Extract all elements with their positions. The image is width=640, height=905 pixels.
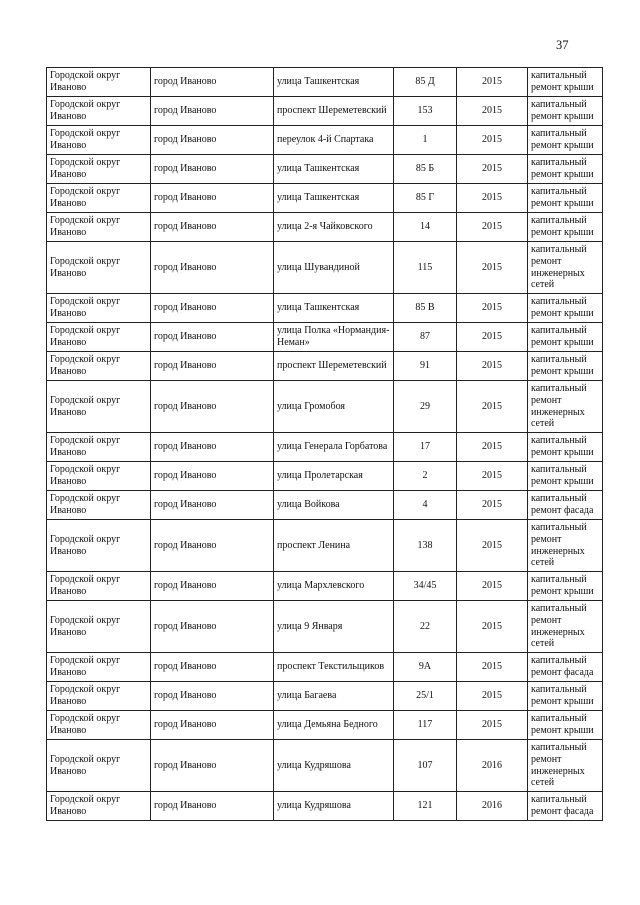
city-cell: город Иваново (151, 242, 274, 294)
city-cell: город Иваново (151, 97, 274, 126)
table-row (47, 97, 603, 126)
street-cell: улица Ташкентская (274, 68, 394, 97)
table-row (47, 682, 603, 711)
year-cell: 2015 (457, 491, 528, 520)
city-cell: город Иваново (151, 792, 274, 821)
house-number-cell: 107 (394, 740, 457, 792)
house-number-cell: 85 Д (394, 68, 457, 97)
year-cell: 2015 (457, 433, 528, 462)
table-row (47, 155, 603, 184)
table-row (47, 242, 603, 294)
year-cell: 2016 (457, 740, 528, 792)
street-cell: проспект Текстильщиков (274, 653, 394, 682)
work-type-cell: капитальный ремонт крыши (528, 155, 603, 184)
city-cell: город Иваново (151, 653, 274, 682)
street-cell: улица Ташкентская (274, 294, 394, 323)
table-row (47, 792, 603, 821)
house-number-cell: 115 (394, 242, 457, 294)
street-cell: улица Мархлевского (274, 572, 394, 601)
work-type-cell: капитальный ремонт крыши (528, 682, 603, 711)
house-number-cell: 2 (394, 462, 457, 491)
table-row (47, 491, 603, 520)
house-number-cell: 4 (394, 491, 457, 520)
city-cell: город Иваново (151, 352, 274, 381)
year-cell: 2015 (457, 462, 528, 491)
house-number-cell: 85 В (394, 294, 457, 323)
table-row (47, 323, 603, 352)
work-type-cell: капитальный ремонт крыши (528, 126, 603, 155)
work-type-cell: капитальный ремонт крыши (528, 352, 603, 381)
street-cell: улица 9 Января (274, 601, 394, 653)
work-type-cell: капитальный ремонт фасада (528, 491, 603, 520)
street-cell: улица Демьяна Бедного (274, 711, 394, 740)
house-number-cell: 1 (394, 126, 457, 155)
table-row (47, 572, 603, 601)
district-cell: Городской округ Иваново (47, 352, 151, 381)
table-row (47, 184, 603, 213)
work-type-cell: капитальный ремонт крыши (528, 184, 603, 213)
city-cell: город Иваново (151, 462, 274, 491)
district-cell: Городской округ Иваново (47, 126, 151, 155)
city-cell: город Иваново (151, 682, 274, 711)
city-cell: город Иваново (151, 68, 274, 97)
work-type-cell: капитальный ремонт инженерных сетей (528, 381, 603, 433)
repair-registry-table (46, 67, 603, 821)
district-cell: Городской округ Иваново (47, 381, 151, 433)
work-type-cell: капитальный ремонт фасада (528, 653, 603, 682)
street-cell: улица Ташкентская (274, 155, 394, 184)
house-number-cell: 85 Г (394, 184, 457, 213)
table-row (47, 462, 603, 491)
table-row (47, 213, 603, 242)
table-row (47, 520, 603, 572)
district-cell: Городской округ Иваново (47, 184, 151, 213)
house-number-cell: 29 (394, 381, 457, 433)
work-type-cell: капитальный ремонт инженерных сетей (528, 601, 603, 653)
street-cell: проспект Шереметевский (274, 352, 394, 381)
table-row (47, 740, 603, 792)
work-type-cell: капитальный ремонт фасада (528, 792, 603, 821)
year-cell: 2016 (457, 792, 528, 821)
street-cell: улица Шувандиной (274, 242, 394, 294)
table-row (47, 601, 603, 653)
house-number-cell: 34/45 (394, 572, 457, 601)
work-type-cell: капитальный ремонт крыши (528, 433, 603, 462)
table-row (47, 653, 603, 682)
street-cell: улица Полка «Нормандия-Неман» (274, 323, 394, 352)
city-cell: город Иваново (151, 711, 274, 740)
city-cell: город Иваново (151, 433, 274, 462)
table-row (47, 433, 603, 462)
city-cell: город Иваново (151, 491, 274, 520)
street-cell: улица Кудряшова (274, 792, 394, 821)
street-cell: улица Ташкентская (274, 184, 394, 213)
district-cell: Городской округ Иваново (47, 462, 151, 491)
house-number-cell: 17 (394, 433, 457, 462)
table-row (47, 126, 603, 155)
district-cell: Городской округ Иваново (47, 294, 151, 323)
street-cell: улица Пролетарская (274, 462, 394, 491)
house-number-cell: 138 (394, 520, 457, 572)
city-cell: город Иваново (151, 520, 274, 572)
district-cell: Городской округ Иваново (47, 97, 151, 126)
work-type-cell: капитальный ремонт крыши (528, 462, 603, 491)
work-type-cell: капитальный ремонт крыши (528, 323, 603, 352)
year-cell: 2015 (457, 68, 528, 97)
year-cell: 2015 (457, 184, 528, 213)
city-cell: город Иваново (151, 213, 274, 242)
year-cell: 2015 (457, 352, 528, 381)
year-cell: 2015 (457, 601, 528, 653)
district-cell: Городской округ Иваново (47, 682, 151, 711)
table-row (47, 711, 603, 740)
street-cell: проспект Шереметевский (274, 97, 394, 126)
year-cell: 2015 (457, 381, 528, 433)
work-type-cell: капитальный ремонт крыши (528, 97, 603, 126)
table-row (47, 352, 603, 381)
district-cell: Городской округ Иваново (47, 433, 151, 462)
street-cell: улица 2-я Чайковского (274, 213, 394, 242)
city-cell: город Иваново (151, 294, 274, 323)
city-cell: город Иваново (151, 126, 274, 155)
house-number-cell: 91 (394, 352, 457, 381)
page-number: 37 (556, 38, 569, 52)
district-cell: Городской округ Иваново (47, 520, 151, 572)
house-number-cell: 25/1 (394, 682, 457, 711)
house-number-cell: 9А (394, 653, 457, 682)
street-cell: улица Громобоя (274, 381, 394, 433)
city-cell: город Иваново (151, 155, 274, 184)
street-cell: улица Багаева (274, 682, 394, 711)
work-type-cell: капитальный ремонт крыши (528, 294, 603, 323)
table-row (47, 381, 603, 433)
table-row (47, 294, 603, 323)
year-cell: 2015 (457, 682, 528, 711)
house-number-cell: 121 (394, 792, 457, 821)
city-cell: город Иваново (151, 184, 274, 213)
district-cell: Городской округ Иваново (47, 740, 151, 792)
district-cell: Городской округ Иваново (47, 572, 151, 601)
year-cell: 2015 (457, 97, 528, 126)
year-cell: 2015 (457, 653, 528, 682)
district-cell: Городской округ Иваново (47, 601, 151, 653)
city-cell: город Иваново (151, 323, 274, 352)
district-cell: Городской округ Иваново (47, 792, 151, 821)
year-cell: 2015 (457, 711, 528, 740)
year-cell: 2015 (457, 572, 528, 601)
district-cell: Городской округ Иваново (47, 711, 151, 740)
year-cell: 2015 (457, 294, 528, 323)
house-number-cell: 87 (394, 323, 457, 352)
district-cell: Городской округ Иваново (47, 653, 151, 682)
house-number-cell: 22 (394, 601, 457, 653)
city-cell: город Иваново (151, 601, 274, 653)
district-cell: Городской округ Иваново (47, 68, 151, 97)
work-type-cell: капитальный ремонт инженерных сетей (528, 740, 603, 792)
table-row (47, 68, 603, 97)
work-type-cell: капитальный ремонт крыши (528, 711, 603, 740)
work-type-cell: капитальный ремонт инженерных сетей (528, 242, 603, 294)
year-cell: 2015 (457, 520, 528, 572)
street-cell: улица Войкова (274, 491, 394, 520)
district-cell: Городской округ Иваново (47, 491, 151, 520)
house-number-cell: 14 (394, 213, 457, 242)
district-cell: Городской округ Иваново (47, 242, 151, 294)
work-type-cell: капитальный ремонт крыши (528, 68, 603, 97)
street-cell: переулок 4-й Спартака (274, 126, 394, 155)
house-number-cell: 85 Б (394, 155, 457, 184)
street-cell: улица Генерала Горбатова (274, 433, 394, 462)
work-type-cell: капитальный ремонт крыши (528, 572, 603, 601)
year-cell: 2015 (457, 242, 528, 294)
year-cell: 2015 (457, 126, 528, 155)
house-number-cell: 117 (394, 711, 457, 740)
year-cell: 2015 (457, 323, 528, 352)
work-type-cell: капитальный ремонт крыши (528, 213, 603, 242)
street-cell: улица Кудряшова (274, 740, 394, 792)
district-cell: Городской округ Иваново (47, 323, 151, 352)
house-number-cell: 153 (394, 97, 457, 126)
district-cell: Городской округ Иваново (47, 213, 151, 242)
street-cell: проспект Ленина (274, 520, 394, 572)
city-cell: город Иваново (151, 740, 274, 792)
city-cell: город Иваново (151, 381, 274, 433)
work-type-cell: капитальный ремонт инженерных сетей (528, 520, 603, 572)
city-cell: город Иваново (151, 572, 274, 601)
year-cell: 2015 (457, 155, 528, 184)
year-cell: 2015 (457, 213, 528, 242)
district-cell: Городской округ Иваново (47, 155, 151, 184)
